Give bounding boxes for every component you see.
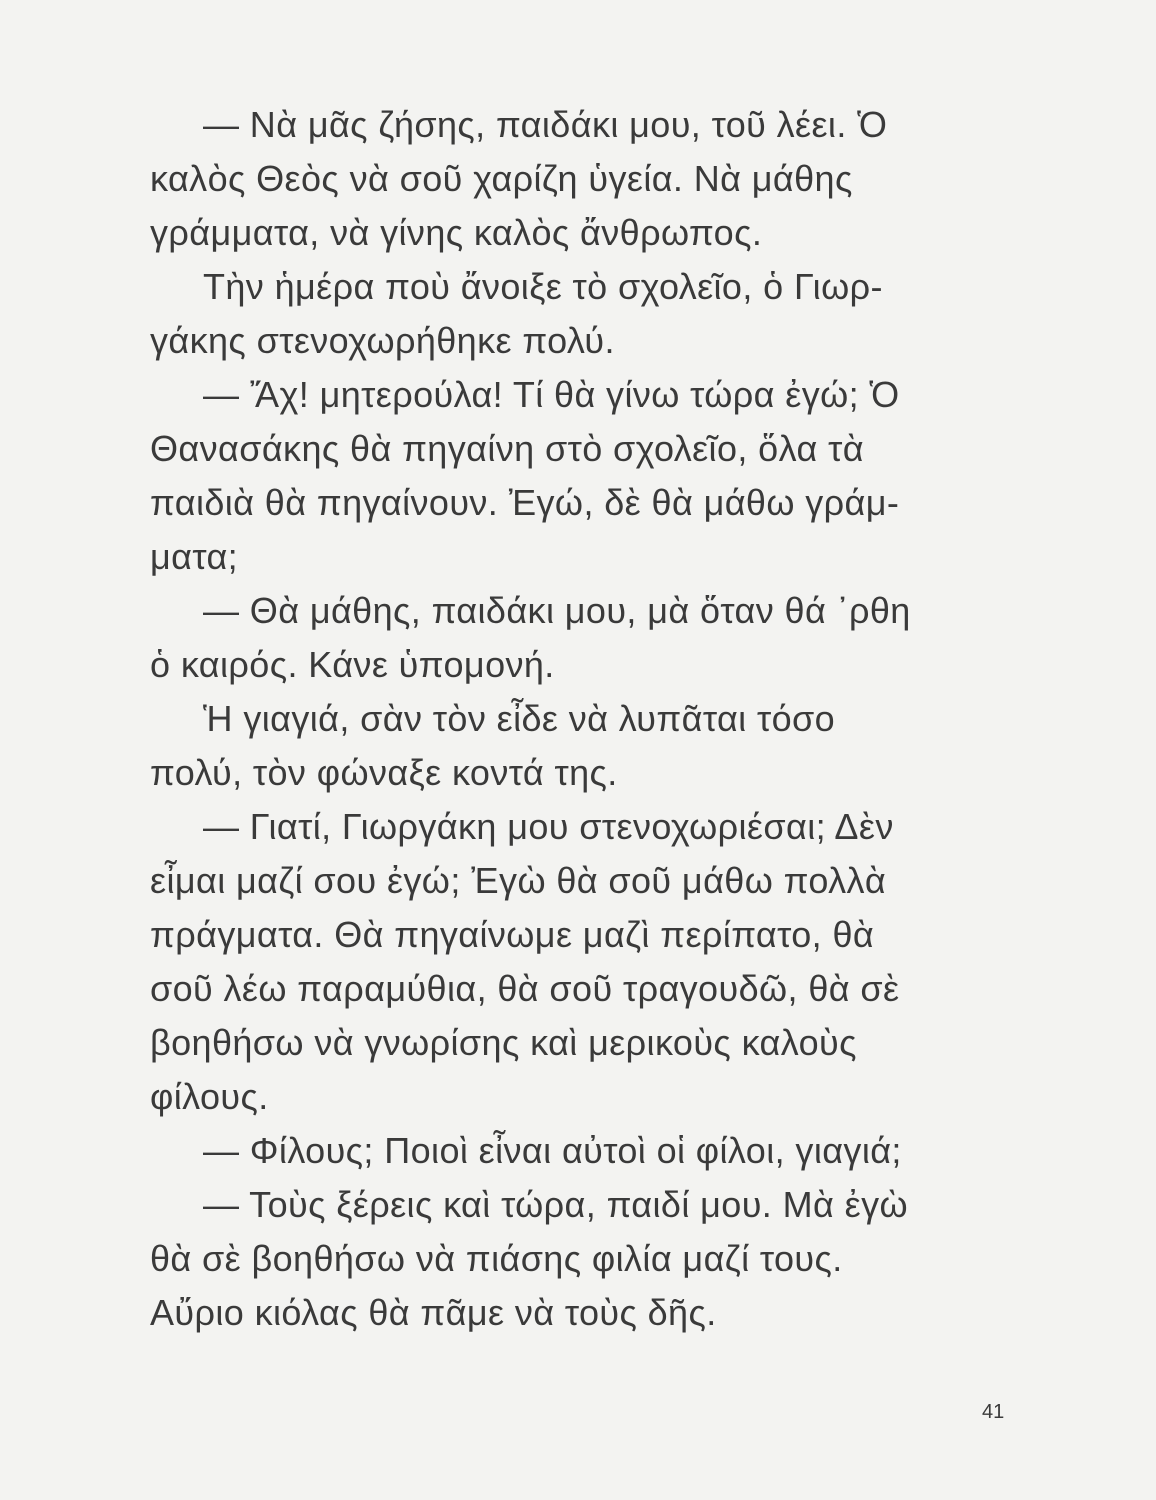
text-line: Τὴν ἡμέρα ποὺ ἄνοιξε τὸ σχολεῖο, ὁ Γιωρ- [203, 266, 883, 307]
text-line: — Νὰ μᾶς ζήσης, παιδάκι μου, τοῦ λέει. Ὁ [203, 104, 888, 145]
page-text [150, 98, 1010, 1340]
text-line: γράμματα, νὰ γίνης καλὸς ἄνθρωπος. [150, 212, 763, 253]
text-line: Αὔριο κιόλας θὰ πᾶμε νὰ τοὺς δῆς. [150, 1292, 717, 1333]
text-line: θὰ σὲ βοηθήσω νὰ πιάσης φιλία μαζί τους. [150, 1238, 843, 1279]
text-line: καλὸς Θεὸς νὰ σοῦ χαρίζη ὑγεία. Νὰ μάθης [150, 158, 853, 199]
text-line: πολύ, τὸν φώναξε κοντά της. [150, 752, 618, 793]
page-number: 41 [982, 1401, 1005, 1423]
text-line: φίλους. [150, 1076, 269, 1117]
text-line: ματα; [150, 536, 239, 577]
text-line: Ἡ γιαγιά, σὰν τὸν εἶδε νὰ λυπᾶται τόσο [203, 698, 836, 739]
text-line: ὁ καιρός. Κάνε ὑπομονή. [150, 644, 555, 685]
text-line: Θανασάκης θὰ πηγαίνη στὸ σχολεῖο, ὅλα τὰ [150, 428, 864, 469]
text-line: βοηθήσω νὰ γνωρίσης καὶ μερικοὺς καλοὺς [150, 1022, 857, 1063]
text-line: — Τοὺς ξέρεις καὶ τώρα, παιδί μου. Μὰ ἐγὼ [203, 1184, 908, 1225]
text-line: — Γιατί, Γιωργάκη μου στενοχωριέσαι; Δὲν [203, 806, 894, 847]
text-line: εἶμαι μαζί σου ἐγώ; Ἐγὼ θὰ σοῦ μάθω πολλὰ [150, 860, 887, 901]
text-line: — Θὰ μάθης, παιδάκι μου, μὰ ὅταν θά ᾽ρθη [203, 590, 911, 631]
text-line: γάκης στενοχωρήθηκε πολύ. [150, 320, 615, 361]
text-line: — Φίλους; Ποιοὶ εἶναι αὐτοὶ οἱ φίλοι, γιαγιά; [203, 1130, 902, 1171]
text-line: — Ἄχ! μητερούλα! Τί θὰ γίνω τώρα ἐγώ; Ὁ [203, 374, 900, 415]
text-line: σοῦ λέω παραμύθια, θὰ σοῦ τραγουδῶ, θὰ σὲ [150, 968, 900, 1009]
text-line: παιδιὰ θὰ πηγαίνουν. Ἐγώ, δὲ θὰ μάθω γράμ- [150, 482, 900, 523]
text-line: πράγματα. Θὰ πηγαίνωμε μαζὶ περίπατο, θὰ [150, 914, 875, 955]
